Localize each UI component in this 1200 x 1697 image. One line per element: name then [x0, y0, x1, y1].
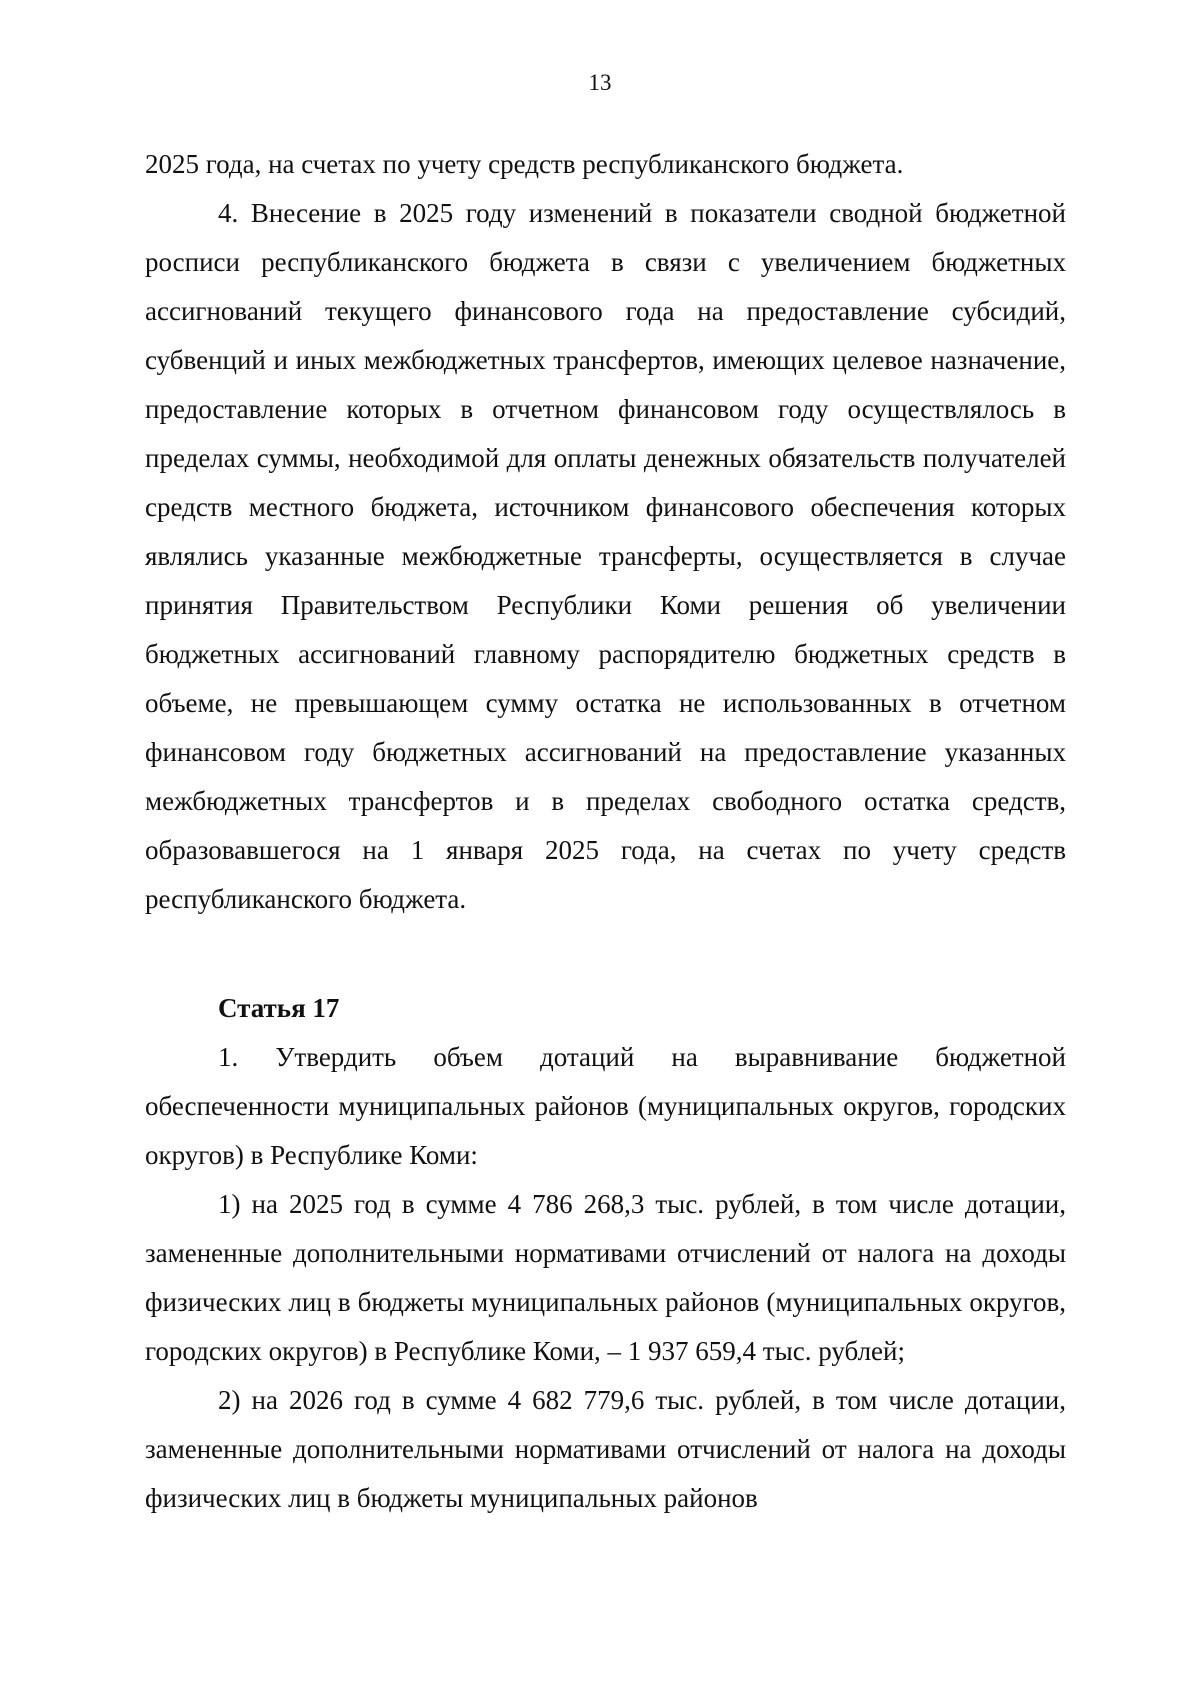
page-number: 13 — [588, 70, 612, 95]
document-body — [145, 140, 1066, 1523]
paragraph-item-1: 1. Утвердить объем дотаций на выравнивание бюджетной обеспеченности муниципальных районов (муниципальных округов, городских округов) в Республике Коми: — [145, 1042, 1066, 1170]
paragraph-continuation: 2025 года, на счетах по учету средств республиканского бюджета. — [145, 149, 904, 179]
article-heading: Статья 17 — [218, 993, 340, 1023]
subparagraph-2: 2) на 2026 год в сумме 4 682 779,6 тыс. рублей, в том числе дотации, замененные дополнительными нормативами отчислений от налога на доходы физических лиц в бюджеты муниципальных районов — [145, 1385, 1066, 1513]
paragraph-item-4: 4. Внесение в 2025 году изменений в показатели сводной бюджетной росписи республиканского бюджета в связи с увеличением бюджетных ассигнований текущего финансового года на предоставление субсидий, субвенций и иных межбюджетных трансфертов, имеющих целевое назначение, предоставление которых в отчетном финансовом году осуществлялось в пределах суммы, необходимой для оплаты денежных обязательств получателей средств местного бюджета, источником финансового обеспечения которых являлись указанные межбюджетные трансферты, осуществляется в случае принятия Правительством Республики Коми решения об увеличении бюджетных ассигнований главному распорядителю бюджетных средств в объеме, не превышающем сумму остатка не использованных в отчетном финансовом году бюджетных ассигнований на предоставление указанных межбюджетных трансфертов и в пределах свободного остатка средств, образовавшегося на 1 января 2025 года, на счетах по учету средств республиканского бюджета. — [145, 198, 1066, 914]
subparagraph-1: 1) на 2025 год в сумме 4 786 268,3 тыс. рублей, в том числе дотации, замененные дополнительными нормативами отчислений от налога на доходы физических лиц в бюджеты муниципальных районов (муниципальных округов, городских округов) в Республике Коми, – 1 937 659,4 тыс. рублей; — [145, 1189, 1066, 1366]
